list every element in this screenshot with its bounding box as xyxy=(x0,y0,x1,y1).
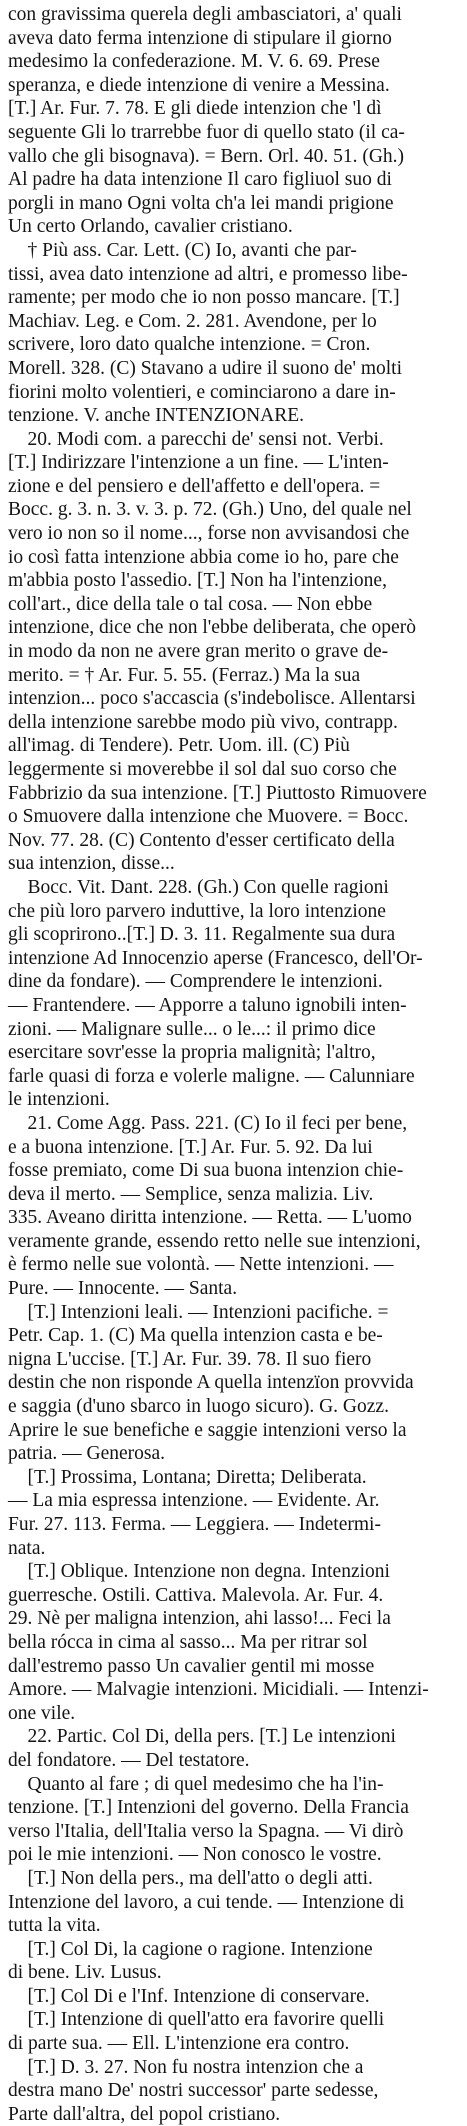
text-line: [T.] Intenzioni leali. — Intenzioni pacifiche. = xyxy=(8,1301,389,1323)
text-line: io così fatta intenzione abbia come io ho, pare che xyxy=(8,546,399,568)
text-line: fiorini molto volentieri, e cominciarono a dare in- xyxy=(8,381,396,403)
text-line: Morell. 328. (C) Stavano a udire il suono de' molti xyxy=(8,357,402,379)
text-line: 21. Come Agg. Pass. 221. (C) Io il feci per bene, xyxy=(8,1112,408,1134)
text-line: all'imag. di Tendere). Petr. Uom. ill. (C) Più xyxy=(8,735,350,757)
text-line: veramente grande, essendo retto nelle sue intenzioni, xyxy=(8,1230,421,1252)
text-line: fosse premiato, come Di sua buona intenzion chie- xyxy=(8,1160,404,1182)
text-line: poi le mie intenzioni. — Non conosco le vostre. xyxy=(8,1844,382,1866)
text-line: gli scoprirono..[T.] D. 3. 11. Regalmente sua dura xyxy=(8,924,396,946)
text-line: one vile. xyxy=(8,1702,76,1724)
text-line: di bene. Liv. Lusus. xyxy=(8,1962,162,1984)
text-line: intenzion... poco s'accascia (s'indebolisce. Allentarsi xyxy=(8,688,416,710)
text-line: [T.] Prossima, Lontana; Diretta; Deliberata. xyxy=(8,1466,367,1488)
text-line: tutta la vita. xyxy=(8,1915,101,1937)
text-line: verso l'Italia, dell'Italia verso la Spagna. — Vi dirò xyxy=(8,1820,404,1842)
text-line: porgli in mano Ogni volta ch'a lei mandi prigione xyxy=(8,192,394,214)
text-line: seguente Gli lo trarrebbe fuor di quello stato (il ca- xyxy=(8,121,405,143)
dictionary-entry-text xyxy=(8,3,461,2126)
text-line: nata. xyxy=(8,1537,46,1559)
text-line: in modo da non ne avere gran merito o grave de- xyxy=(8,641,389,663)
text-line: † Più ass. Car. Lett. (C) Io, avanti che par- xyxy=(8,239,357,261)
text-line: coll'art., dice della tale o tal cosa. — Non ebbe xyxy=(8,593,373,615)
text-line: [T.] D. 3. 27. Non fu nostra intenzion che a xyxy=(8,2056,364,2078)
text-line: della intenzione sarebbe modo più vivo, contrapp. xyxy=(8,711,398,733)
text-line: [T.] Ar. Fur. 7. 78. E gli diede intenzion che 'l dì xyxy=(8,98,382,120)
text-line: con gravissima querela degli ambasciatori, a' quali xyxy=(8,4,402,25)
text-line: [T.] Oblique. Intenzione non degna. Intenzioni xyxy=(8,1561,390,1583)
text-line: guerresche. Ostili. Cattiva. Malevola. Ar. Fur. 4. xyxy=(8,1584,384,1606)
text-line: farle quasi di forza e volerle maligne. — Calunniare xyxy=(8,1065,415,1087)
text-line: tenzione. [T.] Intenzioni del governo. Della Francia xyxy=(8,1797,409,1819)
text-line: vero io non so il nome..., forse non avvisandosi che xyxy=(8,523,410,545)
text-line: leggermente si moverebbe il sol dal suo corso che xyxy=(8,759,397,780)
text-line: 20. Modi com. a parecchi de' sensi not. Verbi. xyxy=(8,428,384,450)
text-line: Nov. 77. 28. (C) Contento d'esser certificato della xyxy=(8,829,395,851)
text-line: [T.] Non della pers., ma dell'atto o degli atti. xyxy=(8,1867,373,1889)
text-line: Fur. 27. 113. Ferma. — Leggiera. — Indetermi- xyxy=(8,1514,381,1535)
text-line: speranza, e diede intenzione di venire a Messina. xyxy=(8,74,390,96)
text-line: Al padre ha data intenzione Il caro figliuol suo di xyxy=(8,169,392,191)
text-line: deva il merto. — Semplice, senza malizia. Liv. xyxy=(8,1183,374,1205)
text-line: — La mia espressa intenzione. — Evidente. Ar. xyxy=(8,1490,380,1512)
text-line: Pure. — Innocente. — Santa. xyxy=(8,1278,238,1300)
text-line: [T.] Intenzione di quell'atto era favorire quelli xyxy=(8,2009,385,2031)
text-line: Aprire le sue benefiche e saggie intenzioni verso la xyxy=(8,1419,407,1441)
text-line: 29. Nè per maligna intenzion, ahi lasso!... Feci la xyxy=(8,1608,391,1630)
text-line: tissi, avea dato intenzione ad altri, e promesso libe- xyxy=(8,263,408,285)
text-line: destin che non risponde A quella intenzïon provvida xyxy=(8,1372,414,1394)
text-line: le intenzioni. xyxy=(8,1089,110,1111)
text-line: Un certo Orlando, cavalier cristiano. xyxy=(8,216,293,238)
text-line: e a buona intenzione. [T.] Ar. Fur. 5. 92. Da lui xyxy=(8,1136,373,1158)
text-line: nigna L'uccise. [T.] Ar. Fur. 39. 78. Il suo fiero xyxy=(8,1348,372,1370)
text-line: è fermo nelle sue volontà. — Nette intenzioni. — xyxy=(8,1254,394,1276)
text-line: esercitare sovr'esse la propria malignità; l'altro, xyxy=(8,1042,376,1064)
text-line: dine da fondare). — Comprendere le intenzioni. xyxy=(8,971,383,993)
text-line: bella rócca in cima al sasso... Ma per ritrar sol xyxy=(8,1631,368,1653)
text-line: 335. Aveano diritta intenzione. — Retta. — L'uomo xyxy=(8,1207,412,1229)
text-line: intenzione, dice che non l'ebbe deliberata, che operò xyxy=(8,617,416,639)
text-line: Fabbrizio da sua intenzione. [T.] Piuttosto Rimuovere xyxy=(8,782,427,804)
text-line: tenzione. V. anche INTENZIONARE. xyxy=(8,405,305,427)
text-line: Bocc. Vit. Dant. 228. (Gh.) Con quelle ragioni xyxy=(8,876,389,898)
text-line: ramente; per modo che io non posso mancare. [T.] xyxy=(8,287,400,309)
text-line: Bocc. g. 3. n. 3. v. 3. p. 72. (Gh.) Uno, del quale nel xyxy=(8,499,412,521)
text-line: destra mano De' nostri successor' parte sedesse, xyxy=(8,2080,379,2102)
text-line: e saggia (d'uno sbarco in luogo sicuro). G. Gozz. xyxy=(8,1396,389,1418)
text-line: di parte sua. — Ell. L'intenzione era contro. xyxy=(8,2033,350,2055)
text-line: Intenzione del lavoro, a cui tende. — Intenzione di xyxy=(8,1891,405,1913)
text-line: Machiav. Leg. e Com. 2. 281. Avendone, per lo xyxy=(8,310,377,332)
text-line: scrivere, loro dato qualche intenzione. = Cron. xyxy=(8,334,371,356)
text-line: Quanto al fare ; di quel medesimo che ha l'in- xyxy=(8,1773,384,1795)
text-line: Amore. — Malvagie intenzioni. Micidiali. — Intenzi- xyxy=(8,1679,429,1701)
text-line: [T.] Indirizzare l'intenzione a un fine. — L'inten- xyxy=(8,452,389,474)
text-line: [T.] Col Di e l'Inf. Intenzione di conservare. xyxy=(8,1985,370,2007)
text-line: patria. — Generosa. xyxy=(8,1443,166,1465)
text-line: aveva dato ferma intenzione di stipulare il giorno xyxy=(8,27,392,49)
text-line: intenzione Ad Innocenzio aperse (Francesco, dell'Or- xyxy=(8,947,423,969)
text-line: zioni. — Malignare sulle... o le...: il primo dice xyxy=(8,1018,376,1040)
text-line: vallo che gli bisognava). = Bern. Orl. 40. 51. (Gh.) xyxy=(8,145,405,167)
text-line: medesimo la confederazione. M. V. 6. 69. Prese xyxy=(8,51,380,73)
text-line: 22. Partic. Col Di, della pers. [T.] Le intenzioni xyxy=(8,1726,396,1748)
text-line: sua intenzion, disse... xyxy=(8,853,175,875)
text-line: Petr. Cap. 1. (C) Ma quella intenzion casta e be- xyxy=(8,1325,383,1347)
text-line: [T.] Col Di, la cagione o ragione. Intenzione xyxy=(8,1938,373,1960)
text-line: — Frantendere. — Apporre a taluno ignobili inten- xyxy=(8,994,407,1016)
text-line: zione e del pensiero e dell'affetto e dell'opera. = xyxy=(8,475,381,497)
text-line: del fondatore. — Del testatore. xyxy=(8,1749,250,1771)
text-line: merito. = † Ar. Fur. 5. 55. (Ferraz.) Ma la sua xyxy=(8,664,361,686)
text-line: dall'estremo passo Un cavalier gentil mi mosse xyxy=(8,1655,375,1677)
text-line: o Smuovere dalla intenzione che Muovere. = Bocc. xyxy=(8,806,409,828)
text-line: m'abbia posto l'assedio. [T.] Non ha l'intenzione, xyxy=(8,570,387,592)
text-line: Parte dall'altra, del popol cristiano. xyxy=(8,2103,281,2125)
text-line: che più loro parvero induttive, la loro intenzione xyxy=(8,900,386,922)
